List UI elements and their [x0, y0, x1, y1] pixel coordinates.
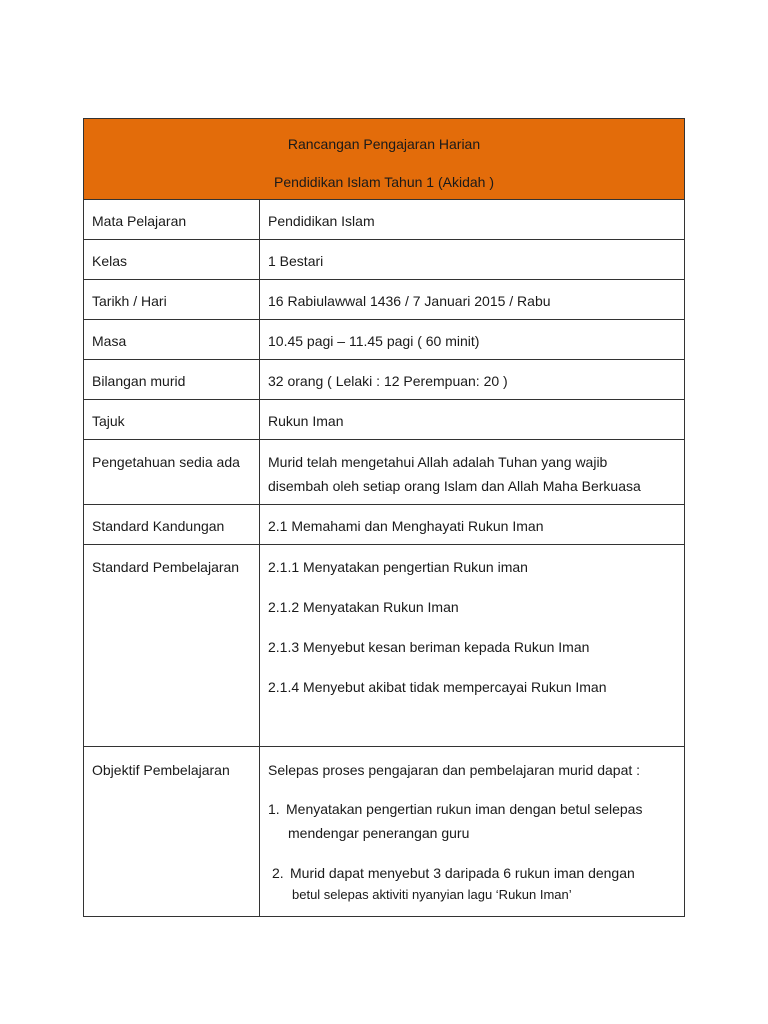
- table-row-pengetahuan: [84, 440, 685, 505]
- row-label: Bilangan murid: [84, 360, 260, 400]
- pengetahuan-line-2: disembah oleh setiap orang Islam dan Allah Maha Berkuasa: [268, 478, 641, 494]
- table-row: [84, 280, 685, 320]
- objektif-item: [268, 864, 676, 904]
- table-header-cell: [84, 119, 685, 200]
- row-value: 2.1 Memahami dan Menghayati Rukun Iman: [260, 505, 685, 545]
- row-label: Objektif Pembelajaran: [84, 747, 260, 917]
- objektif-number: 1.: [268, 801, 280, 817]
- table-header-row: [84, 119, 685, 200]
- objektif-line-1: Menyatakan pengertian rukun iman dengan betul selepas: [286, 801, 643, 817]
- standard-item: 2.1.2 Menyatakan Rukun Iman: [268, 599, 459, 615]
- row-label: Standard Pembelajaran: [84, 545, 260, 747]
- document-subtitle: Pendidikan Islam Tahun 1 (Akidah ): [274, 174, 494, 190]
- table-row: [84, 320, 685, 360]
- objektif-line-2: betul selepas aktiviti nyanyian lagu ‘Rukun Iman’: [292, 887, 572, 902]
- table-row: [84, 200, 685, 240]
- pengetahuan-line-1: Murid telah mengetahui Allah adalah Tuhan yang wajib: [268, 454, 608, 470]
- row-value: 16 Rabiulawwal 1436 / 7 Januari 2015 / Rabu: [260, 280, 685, 320]
- objektif-intro: Selepas proses pengajaran dan pembelajaran murid dapat :: [268, 762, 641, 778]
- row-label: Standard Kandungan: [84, 505, 260, 545]
- objektif-item: [268, 800, 676, 842]
- row-label: Pengetahuan sedia ada: [84, 440, 260, 505]
- row-value: 1 Bestari: [260, 240, 685, 280]
- lesson-plan-table: [83, 118, 685, 917]
- objektif-number: 2.: [272, 865, 284, 881]
- table-row: [84, 240, 685, 280]
- row-label: Kelas: [84, 240, 260, 280]
- row-label: Tarikh / Hari: [84, 280, 260, 320]
- standard-item: 2.1.3 Menyebut kesan beriman kepada Rukun Iman: [268, 639, 590, 655]
- row-value: [260, 545, 685, 747]
- table-row-objektif: [84, 747, 685, 917]
- table-row-standard-kandungan: [84, 505, 685, 545]
- row-value: Pendidikan Islam: [260, 200, 685, 240]
- row-value: [260, 440, 685, 505]
- row-label: Masa: [84, 320, 260, 360]
- objektif-line-2: mendengar penerangan guru: [288, 825, 470, 841]
- table-row-standard-pembelajaran: [84, 545, 685, 747]
- row-value: 32 orang ( Lelaki : 12 Perempuan: 20 ): [260, 360, 685, 400]
- table-row: [84, 360, 685, 400]
- row-label: Tajuk: [84, 400, 260, 440]
- row-value: Rukun Iman: [260, 400, 685, 440]
- row-value: 10.45 pagi – 11.45 pagi ( 60 minit): [260, 320, 685, 360]
- standard-item: 2.1.1 Menyatakan pengertian Rukun iman: [268, 559, 528, 575]
- objektif-line-1: Murid dapat menyebut 3 daripada 6 rukun iman dengan: [290, 865, 635, 881]
- standard-item: 2.1.4 Menyebut akibat tidak mempercayai Rukun Iman: [268, 679, 607, 695]
- table-row: [84, 400, 685, 440]
- row-value: [260, 747, 685, 917]
- document-title: Rancangan Pengajaran Harian: [287, 136, 481, 152]
- row-label: Mata Pelajaran: [84, 200, 260, 240]
